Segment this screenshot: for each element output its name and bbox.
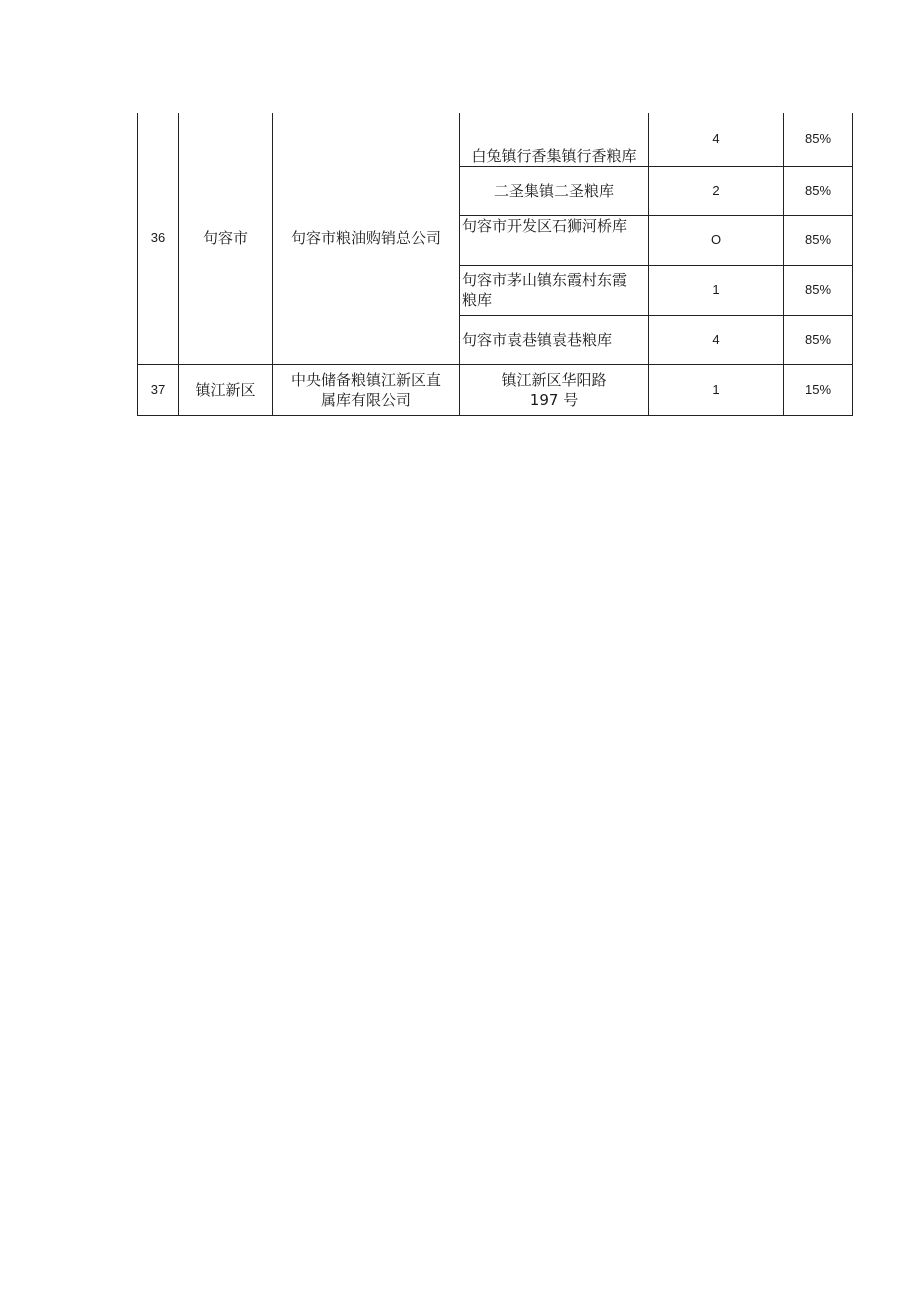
- company-line: 属库有限公司: [320, 390, 411, 409]
- region-cell: 句容市: [179, 113, 273, 364]
- depot-percent: 85%: [784, 215, 853, 265]
- depot-count: 1: [649, 265, 784, 315]
- depot-location: 白兔镇行香集镇行香粮库: [460, 113, 649, 166]
- company-cell: [273, 364, 460, 415]
- depot-location: 句容市袁巷镇袁巷粮库: [460, 315, 649, 364]
- depot-location-line: 句容市茅山镇东霞村东霞: [462, 271, 628, 289]
- region-cell: 镇江新区: [179, 364, 273, 415]
- depot-location-line: 197 号: [529, 390, 579, 409]
- company-cell: 句容市粮油购销总公司: [273, 113, 460, 364]
- depot-location: 二圣集镇二圣粮库: [460, 166, 649, 215]
- depot-count: 1: [649, 364, 784, 415]
- company-line: 中央储备粮镇江新区直: [290, 370, 441, 389]
- table-row: [138, 113, 853, 166]
- depot-percent: 85%: [784, 265, 853, 315]
- depot-location: [460, 364, 649, 415]
- depot-percent: 85%: [784, 166, 853, 215]
- grain-depot-table: [137, 113, 853, 416]
- depot-location: [460, 265, 649, 315]
- row-index: 36: [138, 113, 179, 364]
- row-index: 37: [138, 364, 179, 415]
- depot-percent: 85%: [784, 315, 853, 364]
- table-row: [138, 364, 853, 415]
- depot-count: 4: [649, 113, 784, 166]
- depot-location-line: 镇江新区华阳路: [501, 370, 607, 389]
- depot-percent: 85%: [784, 113, 853, 166]
- depot-location: 句容市开发区石狮河桥库: [460, 215, 649, 265]
- depot-count: 4: [649, 315, 784, 364]
- depot-percent: 15%: [784, 364, 853, 415]
- depot-count: 2: [649, 166, 784, 215]
- depot-count: O: [649, 215, 784, 265]
- depot-location-line: 粮库: [462, 291, 493, 309]
